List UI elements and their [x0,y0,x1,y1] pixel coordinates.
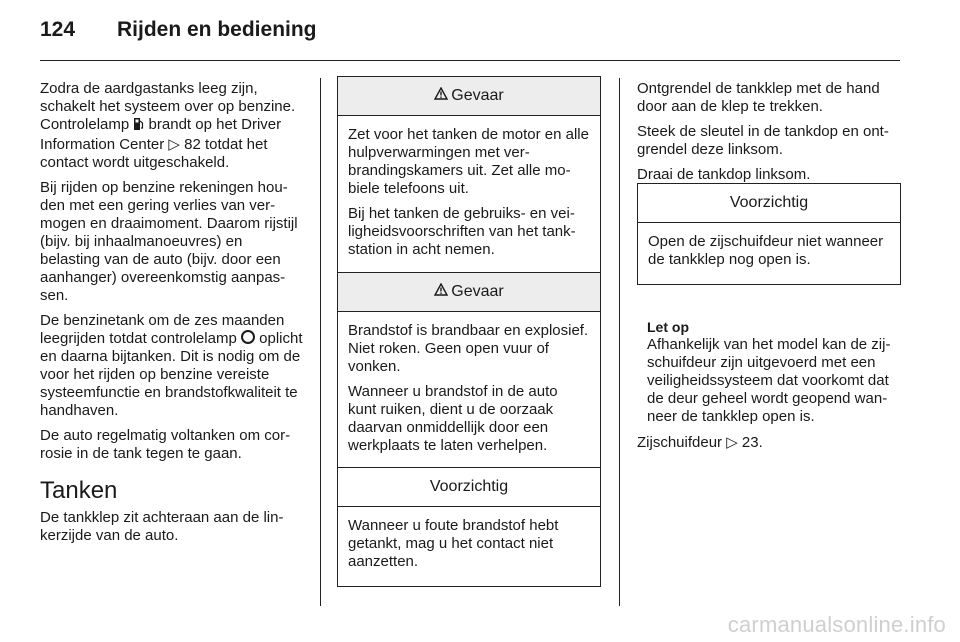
box-title: Gevaar [451,87,504,104]
column-divider-left [320,78,321,606]
paragraph: Open de zijschuifdeur niet wanneer de tankklep nog open is. [648,233,884,268]
box-header [338,77,600,116]
text: Zodra de aardgastanks leeg zijn, schakelt het systeem over op benzine. Controlelamp [40,80,296,133]
column-divider-right [619,78,620,606]
box-header [338,468,600,507]
box-body [338,116,600,274]
caution-box [337,467,601,587]
paragraph: Bij rijden op benzine rekeningen houden met een gering verlies van vermogen en draaimoment. Daarom rijstijl (bijv. bij inhaalmanoeuvres) en belasting van de auto (bijv. door een aanhanger) overeenkomstig aanpassen. [40,179,298,304]
paragraph: Zet voor het tanken de motor en alle hulpverwarmingen met verbrandingskamers uit. Zet alle mobiele telefoons uit. [348,126,589,197]
section-title: Tanken [40,477,118,504]
paragraph: Ontgrendel de tankklep met de hand door aan de klep te trekken. [637,80,880,115]
box-title: Gevaar [451,283,504,300]
column-left [40,80,304,552]
note-body: Afhankelijk van het model kan de zijschuifdeur zijn uitgevoerd met een veiligheidssysteem dat voorkomt dat de deur geheel wordt geopend wanneer de tankklep open is. [647,336,891,425]
paragraph: Steek de sleutel in de tankdop en ontgrendel deze linksom. [637,123,889,158]
paragraph: Wanneer u brandstof in de auto kunt ruiken, dient u de oorzaak daarvan onmiddellijk door een werkplaats te laten verhelpen. [348,383,558,454]
box-header [338,273,600,312]
warning-triangle-icon [434,283,448,301]
box-body [338,507,600,586]
header-rule [40,60,900,61]
note-title: Let op [647,319,689,335]
paragraph: Brandstof is brandbaar en explosief. Niet roken. Geen open vuur of vonken. [348,322,589,375]
text: 82 totdat het contact wordt uitgeschakeld. [40,136,268,171]
text: Zijschuifdeur [637,434,727,451]
danger-box [337,76,601,275]
box-body [338,312,600,470]
reference-arrow-icon: ▷ [726,434,738,451]
box-title: Voorzichtig [429,478,509,495]
paragraph [40,312,304,420]
text: oplicht en daarna bijtanken. Dit is nodig om de voor het rijden op benzine vereiste systeemfunctie en brandstofkwaliteit te handhaven. [40,330,303,419]
box-title: Voorzichtig [729,194,809,211]
reference-arrow-icon: ▷ [168,136,180,153]
page-number: 124 [40,18,76,41]
paragraph [40,80,304,172]
paragraph: Draai de tankdop linksom. [637,166,811,183]
text: 23. [737,434,763,451]
fuel-pump-icon [133,117,144,136]
paragraph: Wanneer u foute brandstof hebt getankt, mag u het contact niet aanzetten. [348,517,559,570]
page-header [40,18,900,62]
box-body [638,223,900,284]
text: De benzinetank om de zes maanden leegrijden totdat controlelamp [40,312,285,347]
watermark: carmanualsonline.info [727,612,946,637]
ring-lamp-icon [241,330,255,344]
paragraph: De tankklep zit achteraan aan de linkerzijde van de auto. [40,509,284,544]
caution-box [637,183,901,285]
chapter-title: Rijden en bediening [117,18,317,41]
box-header [638,184,900,223]
warning-triangle-icon [434,87,448,105]
paragraph: Bij het tanken de gebruiks- en veiligheidsvoorschriften van het tankstation in acht nemen. [348,205,576,258]
danger-box [337,272,601,471]
paragraph: De auto regelmatig voltanken om corrosie in de tank tegen te gaan. [40,427,291,462]
text: brandt op het Driver Information Center [40,116,282,153]
note [647,319,901,426]
paragraph [637,434,901,452]
